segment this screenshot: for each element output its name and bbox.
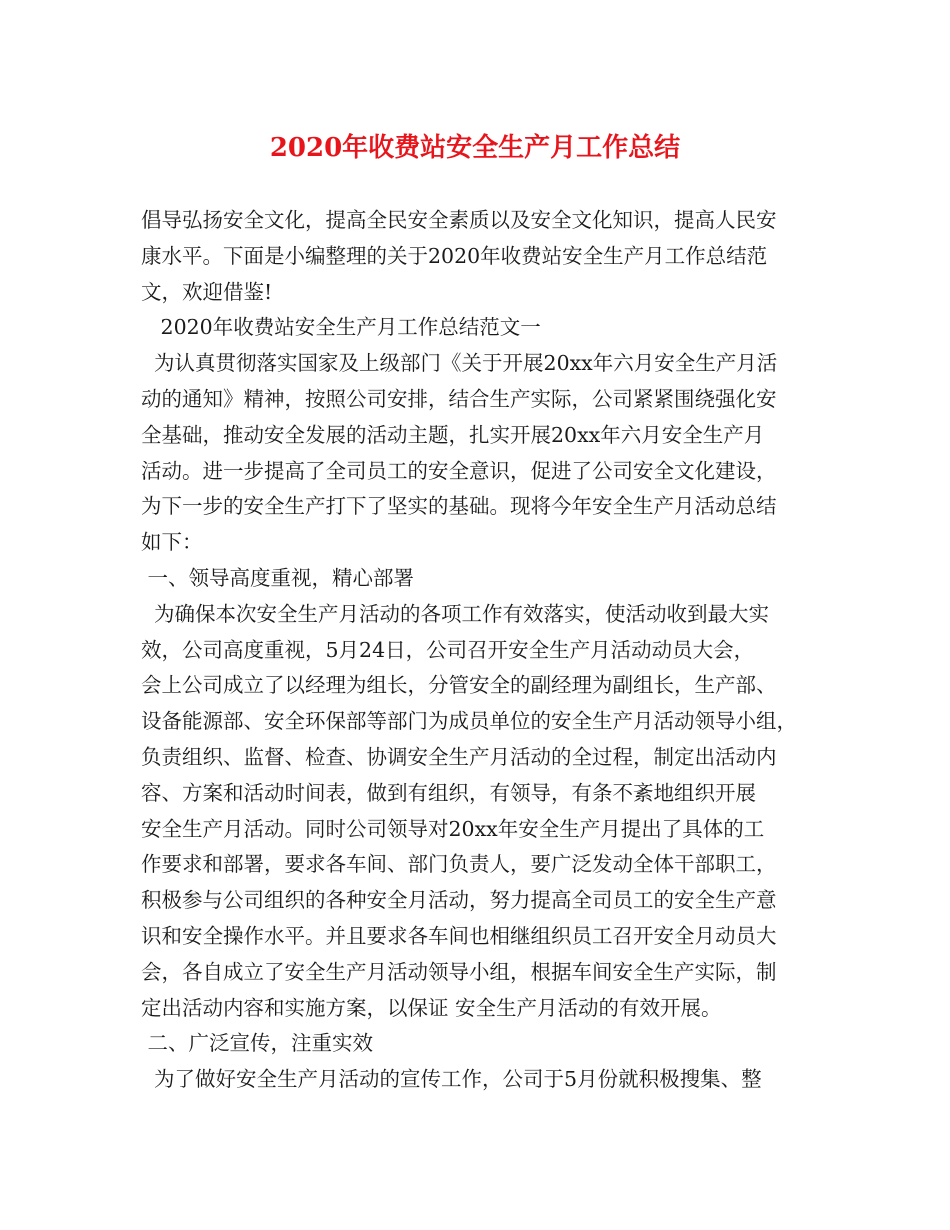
text-line: 为确保本次安全生产月活动的各项工作有效落实，使活动收到最大实: [141, 601, 770, 626]
text-line: 作要求和部署，要求各车间、部门负责人，要广泛发动全体干部职工，: [141, 852, 777, 877]
document-body: [141, 203, 831, 1098]
text-line: 安全生产月活动。同时公司领导对20xx年安全生产月提出了具体的工: [141, 816, 765, 841]
document-title: 2020年收费站安全生产月工作总结: [269, 133, 681, 163]
text-line: 全基础，推动安全发展的活动主题，扎实开展20xx年六月安全生产月: [141, 422, 765, 447]
text-line: 如下：: [141, 530, 203, 555]
text-line: 负责组织、监督、检查、协调安全生产月活动的全过程，制定出活动内: [141, 744, 777, 769]
text-line: 设备能源部、安全环保部等部门为成员单位的安全生产月活动领导小组，: [141, 709, 797, 734]
text-line: 会，各自成立了安全生产月活动领导小组，根据车间安全生产实际，制: [141, 959, 777, 984]
text-line: 活动。进一步提高了全司员工的安全意识，促进了公司安全文化建设，: [141, 458, 777, 483]
section-heading: 二、广泛宣传，注重实效: [141, 1031, 374, 1056]
text-line: 为下一步的安全生产打下了坚实的基础。现将今年安全生产月活动总结: [141, 494, 777, 519]
text-line: 积极参与公司组织的各种安全月活动，努力提高全司员工的安全生产意: [141, 888, 777, 913]
text-line: 定出活动内容和实施方案，以保证 安全生产月活动的有效开展。: [141, 995, 722, 1020]
text-line: 动的通知》精神，按照公司安排，结合生产实际，公司紧紧围绕强化安: [141, 386, 777, 411]
text-line: 文，欢迎借鉴!: [141, 279, 273, 304]
text-line: 会上公司成立了以经理为组长，分管安全的副经理为副组长，生产部、: [141, 673, 777, 698]
text-line: 识和安全操作水平。并且要求各车间也相继组织员工召开安全月动员大: [141, 923, 777, 948]
section-heading: 一、领导高度重视，精心部署: [141, 565, 415, 590]
text-line: 容、方案和活动时间表，做到有组织，有领导，有条不紊地组织开展: [141, 780, 756, 805]
text-line: 倡导弘扬安全文化，提高全民安全素质以及安全文化知识，提高人民安: [141, 208, 777, 232]
section-subtitle: 2020年收费站安全生产月工作总结范文一: [141, 315, 541, 340]
text-line: 效，公司高度重视，5月24日，公司召开安全生产月活动动员大会，: [141, 637, 755, 662]
text-line: 为认真贯彻落实国家及上级部门《关于开展20xx年六月安全生产月活: [141, 351, 778, 376]
text-line: 为了做好安全生产月活动的宣传工作，公司于5月份就积极搜集、整: [141, 1067, 762, 1092]
text-line: 康水平。下面是小编整理的关于2020年收费站安全生产月工作总结范: [141, 243, 768, 268]
